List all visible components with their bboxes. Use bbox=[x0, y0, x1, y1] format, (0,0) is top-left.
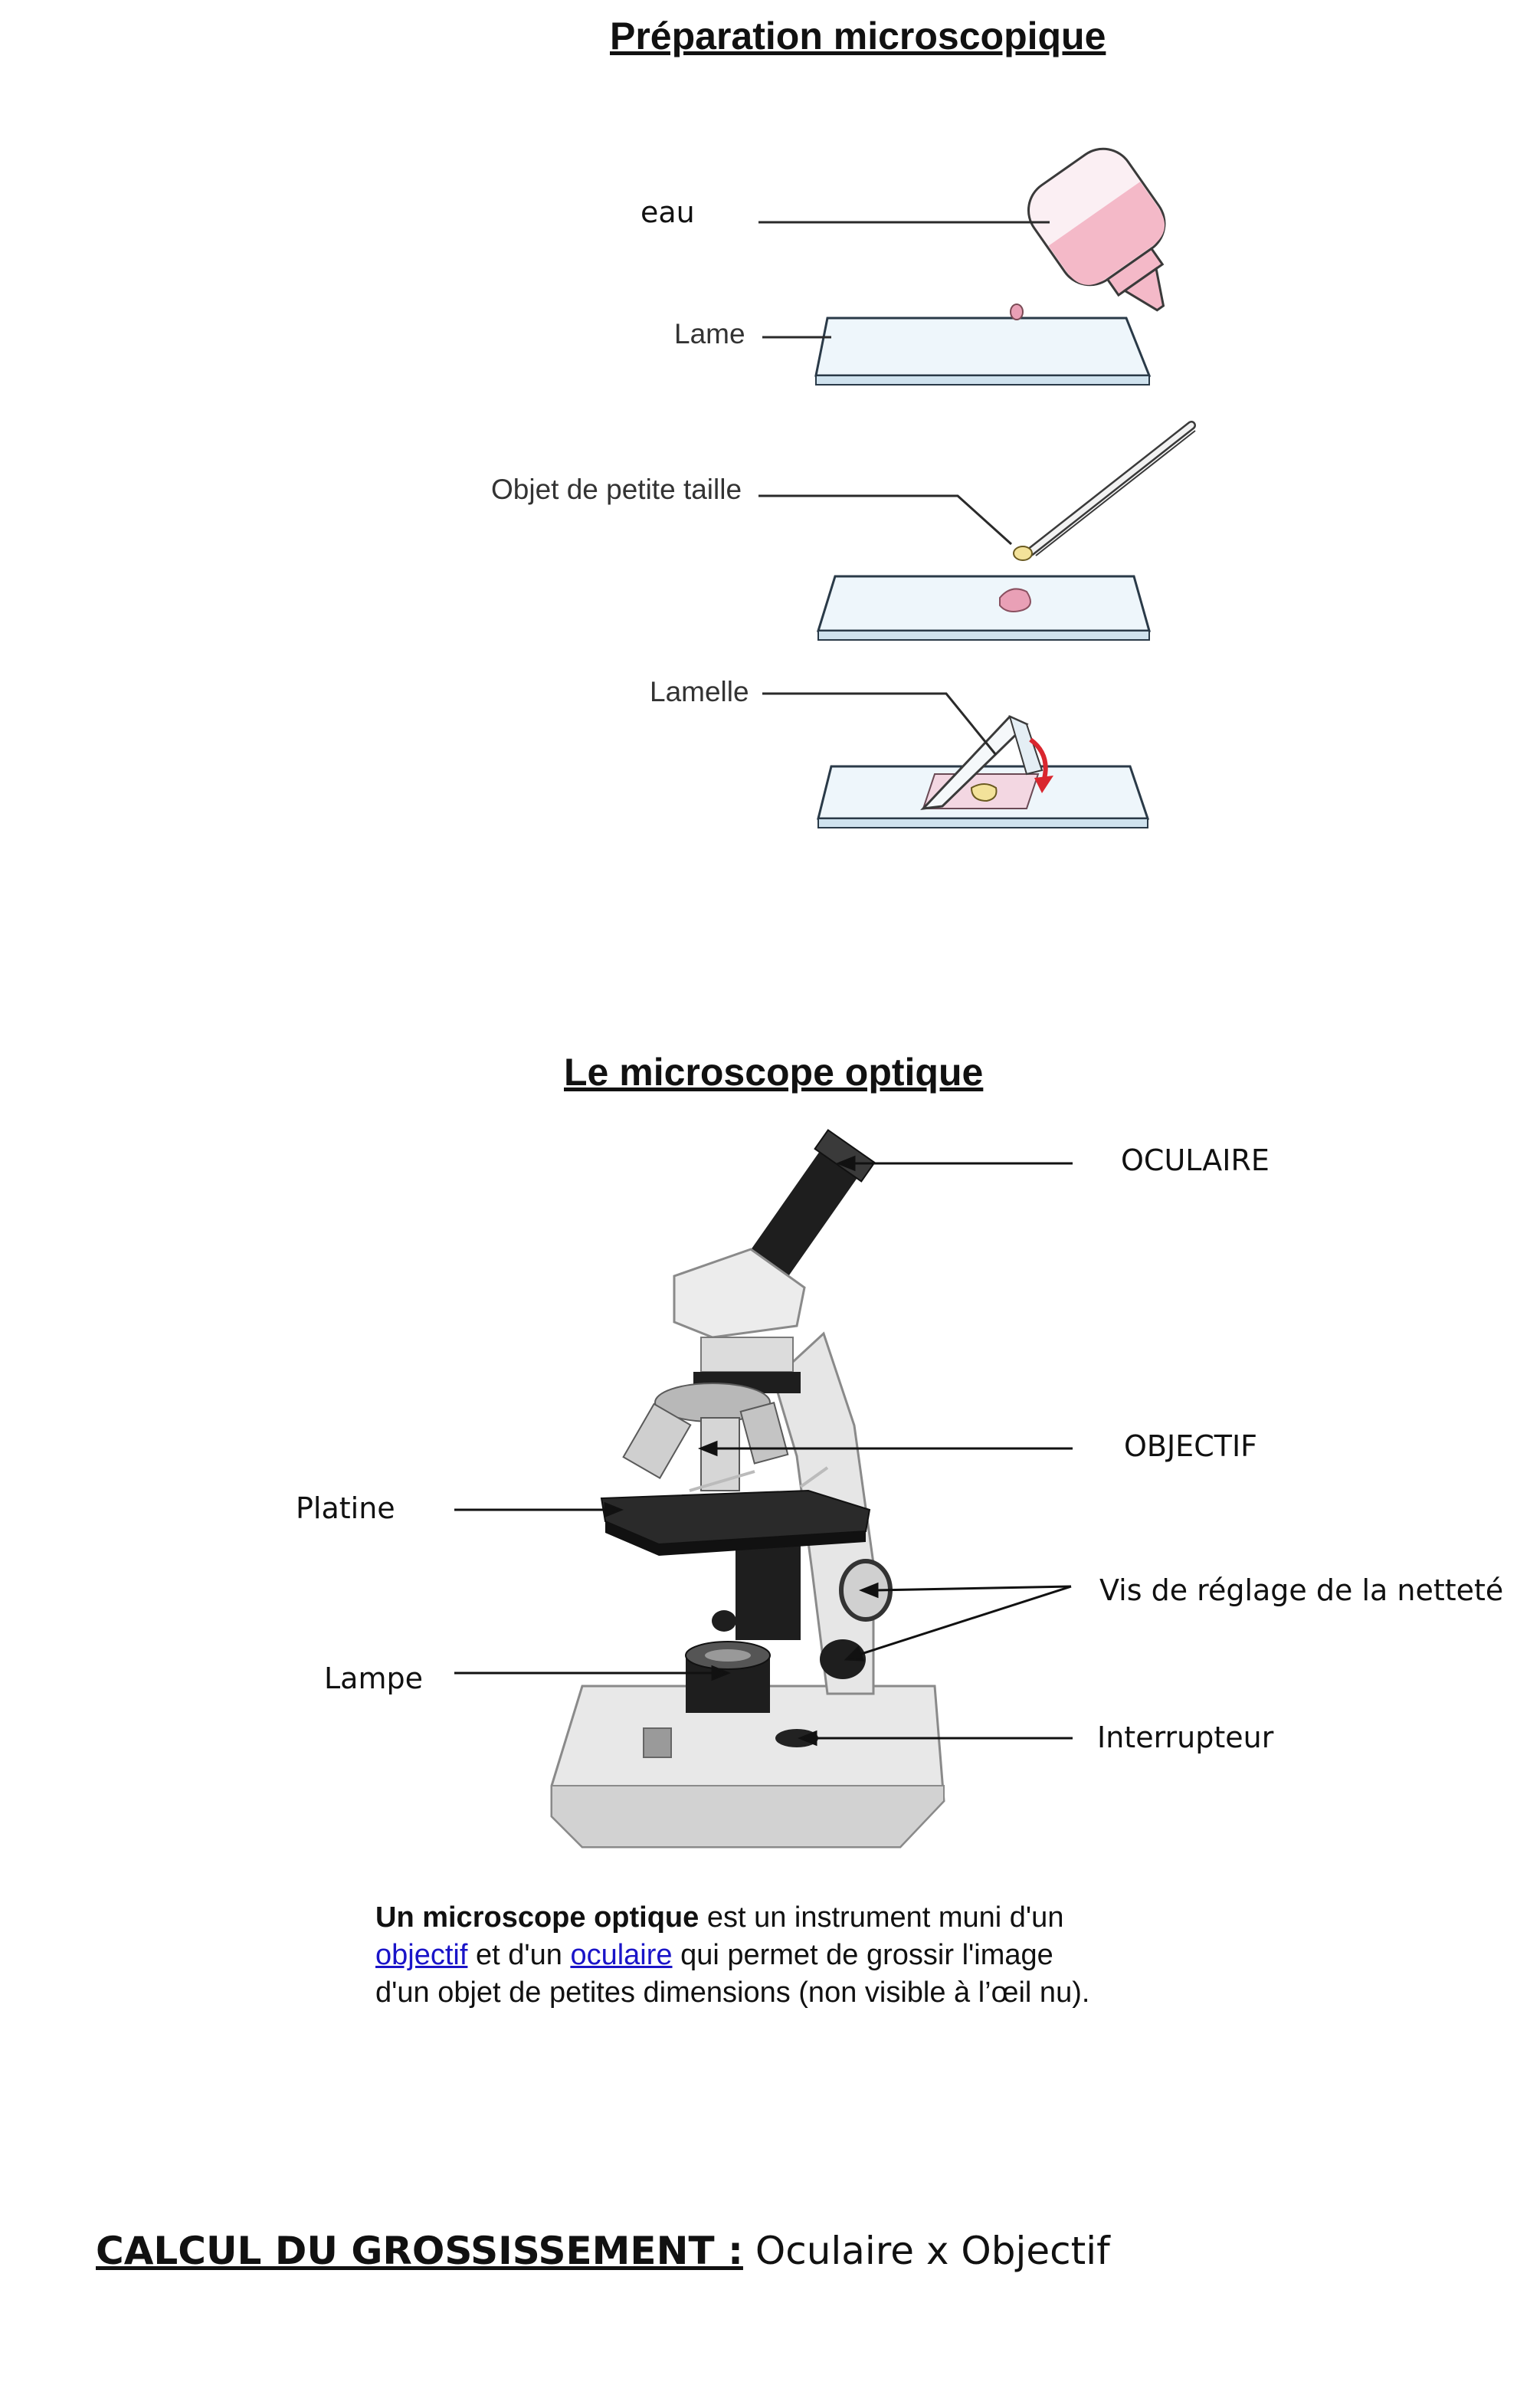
definition-text-4: d'un objet de petites dimensions (non visible à l’œil nu). bbox=[375, 1977, 1090, 2009]
label-vis-reglage: Vis de réglage de la netteté bbox=[1099, 1573, 1504, 1607]
link-oculaire[interactable]: oculaire bbox=[570, 1939, 673, 1971]
label-lampe: Lampe bbox=[324, 1662, 423, 1695]
label-objectif: OBJECTIF bbox=[1124, 1429, 1258, 1463]
definition-text-3: qui permet de grossir l'image bbox=[672, 1939, 1053, 1971]
label-objet: Objet de petite taille bbox=[491, 474, 742, 505]
grossissement-formula bbox=[96, 2229, 1110, 2273]
label-lame: Lame bbox=[674, 318, 745, 349]
definition-text-1: est un instrument muni d'un bbox=[699, 1901, 1064, 1934]
label-oculaire: OCULAIRE bbox=[1121, 1143, 1270, 1177]
preparation-title: Préparation microscopique bbox=[610, 15, 1106, 57]
microscope-head bbox=[674, 1130, 874, 1393]
label-eau: eau bbox=[641, 195, 695, 229]
microscope-lamp bbox=[686, 1642, 770, 1713]
definition-term: Un microscope optique bbox=[375, 1901, 699, 1934]
grossissement-value: Oculaire x Objectif bbox=[742, 2229, 1110, 2273]
microscope-title: Le microscope optique bbox=[564, 1051, 984, 1094]
link-objectif[interactable]: objectif bbox=[375, 1939, 468, 1971]
microscope-definition bbox=[375, 1899, 1203, 2012]
definition-line-2 bbox=[375, 1937, 1203, 1974]
grossissement-label: CALCUL DU GROSSISSEMENT : bbox=[96, 2229, 743, 2273]
microscope-objectives bbox=[624, 1383, 788, 1491]
label-platine: Platine bbox=[296, 1491, 395, 1525]
definition-line-3 bbox=[375, 1974, 1203, 2012]
label-interrupteur: Interrupteur bbox=[1097, 1721, 1274, 1754]
definition-text-2: et d'un bbox=[467, 1939, 571, 1971]
label-lamelle: Lamelle bbox=[650, 676, 749, 707]
definition-line-1 bbox=[375, 1899, 1203, 1937]
